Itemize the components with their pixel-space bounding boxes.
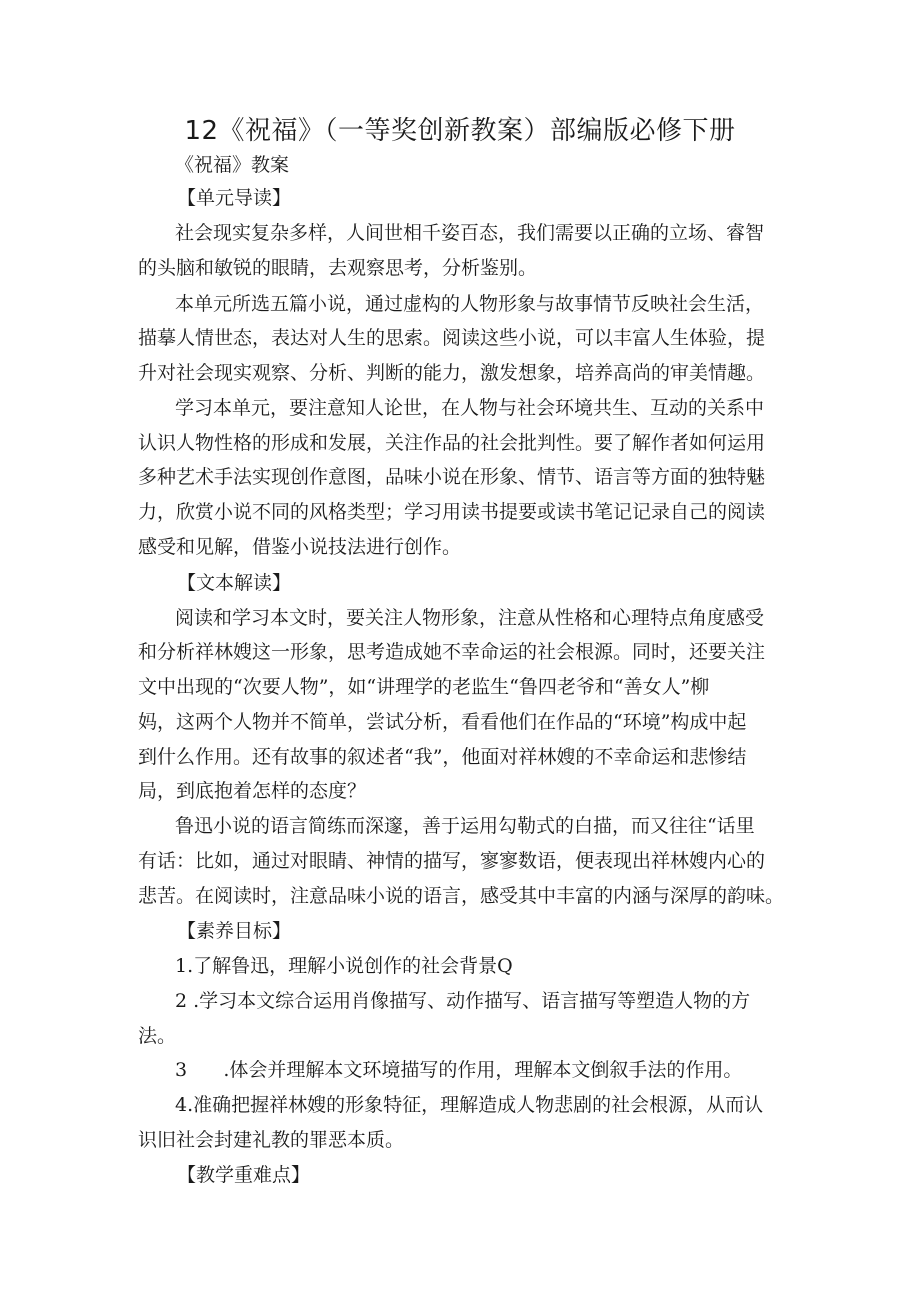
paragraph-line: 到什么作用。还有故事的叙述者“我”，他面对祥林嫂的不幸命运和悲惨结 <box>138 746 747 768</box>
paragraph-line: 本单元所选五篇小说，通过虚构的人物形象与故事情节反映社会生活， <box>175 293 765 315</box>
section-heading-unit-guide: 【单元导读】 <box>177 187 292 209</box>
paragraph-line: 鲁迅小说的语言简练而深邃，善于运用勾勒式的白描，而又往往“话里 <box>175 815 755 837</box>
goal-item-2: 2 .学习本文综合运用肖像描写、动作描写、语言描写等塑造人物的方 <box>175 990 751 1012</box>
paragraph-line: 有话：比如，通过对眼睛、神情的描写，寥寥数语，便表现出祥林嫂内心的 <box>138 850 766 872</box>
paragraph-line: 的头脑和敏锐的眼睛，去观察思考，分析鉴别。 <box>138 257 538 279</box>
paragraph-line: 感受和见解，借鉴小说技法进行创作。 <box>138 536 462 558</box>
paragraph-line: 描摹人情世态，表达对人生的思索。阅读这些小说，可以丰富人生体验，提 <box>138 327 766 349</box>
goal-item-4: 4.准确把握祥林嫂的形象特征，理解造成人物悲剧的社会根源，从而认 <box>175 1094 764 1116</box>
paragraph-line: 和分析祥林嫂这一形象，思考造成她不幸命运的社会根源。同时，还要关注 <box>138 641 766 663</box>
paragraph-line: 认识人物性格的形成和发展，关注作品的社会批判性。要了解作者如何运用 <box>138 432 766 454</box>
document-subtitle: 《祝福》教案 <box>175 154 290 176</box>
goal-item-2-continued: 法。 <box>138 1025 177 1047</box>
goal-item-4-continued: 识旧社会封建礼教的罪恶本质。 <box>138 1129 405 1151</box>
paragraph-line: 社会现实复杂多样，人间世相千姿百态，我们需要以正确的立场、睿智 <box>175 222 765 244</box>
paragraph-line: 阅读和学习本文时，要关注人物形象，注意从性格和心理特点角度感受 <box>175 607 765 629</box>
document-title: 12《祝福》（一等奖创新教案）部编版必修下册 <box>184 116 736 146</box>
paragraph-line: 悲苦。在阅读时，注意品味小说的语言，感受其中丰富的内涵与深厚的韵味。 <box>138 885 785 907</box>
paragraph-line: 妈，这两个人物并不简单，尝试分析，看看他们在作品的“环境”构成中起 <box>138 711 747 733</box>
section-heading-text-reading: 【文本解读】 <box>177 572 292 594</box>
section-heading-key-points: 【教学重难点】 <box>177 1164 311 1186</box>
goal-item-3: 3 .体会并理解本文环境描写的作用，理解本文倒叙手法的作用。 <box>175 1059 743 1081</box>
paragraph-line: 力，欣赏小说不同的风格类型；学习用读书提要或读书笔记记录自己的阅读 <box>138 501 766 523</box>
paragraph-line: 学习本单元，要注意知人论世，在人物与社会环境共生、互动的关系中 <box>175 397 765 419</box>
paragraph-line: 升对社会现实观察、分析、判断的能力，激发想象，培养高尚的审美情趣。 <box>138 362 766 384</box>
paragraph-line: 多种艺术手法实现创作意图，品味小说在形象、情节、语言等方面的独特魅 <box>138 466 766 488</box>
section-heading-goals: 【素养目标】 <box>177 920 292 942</box>
paragraph-line: 文中出现的“次要人物”，如“讲理学的老监生“鲁四老爷和“善女人”柳 <box>138 676 710 698</box>
paragraph-line: 局，到底抱着怎样的态度？ <box>138 780 367 802</box>
goal-item-1: 1.了解鲁迅，理解小说创作的社会背景Q <box>175 955 513 977</box>
